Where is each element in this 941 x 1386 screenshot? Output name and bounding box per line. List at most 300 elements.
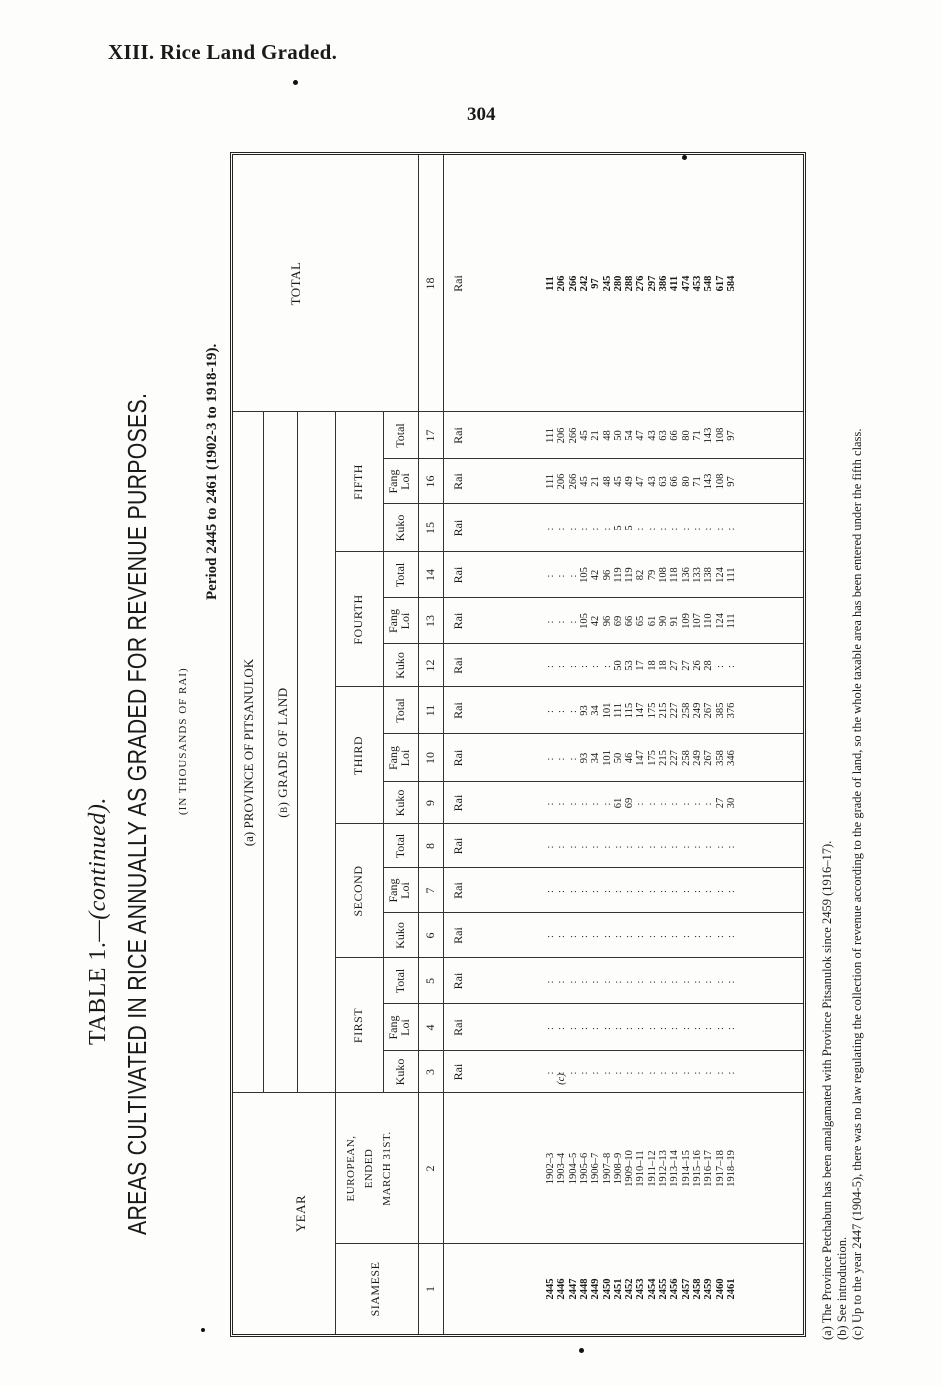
data-cell: :: [601, 525, 613, 531]
data-cell: :: [556, 618, 568, 624]
data-cell: 18: [646, 660, 658, 671]
rule: [383, 1050, 803, 1051]
data-cell: 548: [703, 275, 715, 292]
data-cell: 215: [658, 702, 669, 719]
data-cell: :: [635, 843, 647, 849]
data-cell: 46: [624, 752, 636, 764]
data-cell: 386: [658, 275, 669, 292]
data-cell: :: [691, 1025, 703, 1030]
data-cell: :: [691, 933, 703, 938]
data-cell: 105: [578, 613, 590, 629]
fang-loi-subheader: Fang Loi: [386, 878, 412, 903]
unit-label: Rai: [451, 837, 465, 855]
data-cell: :: [556, 888, 568, 893]
data-cell: :: [635, 800, 647, 806]
data-cell: :: [714, 888, 726, 893]
data-cell: :: [567, 843, 579, 849]
siamese-year: 2445: [545, 1278, 556, 1300]
data-cell: 276: [635, 275, 647, 292]
european-header: MARCH 31ST.: [381, 1131, 393, 1206]
european-year: 1903–4: [556, 1152, 568, 1185]
units-note: (IN THOUSANDS OF RAI): [177, 667, 189, 815]
unit-label: Rai: [451, 612, 465, 630]
data-cell: :: [545, 933, 556, 938]
data-cell: :: [556, 978, 568, 984]
data-cell: :: [556, 800, 568, 806]
data-cell: 206: [556, 427, 568, 444]
data-cell: 91: [669, 615, 681, 627]
data-cell: 50: [612, 660, 624, 671]
rule: [383, 781, 803, 782]
data-cell: :: [658, 933, 669, 938]
data-cell: :: [646, 888, 658, 893]
data-cell: :: [612, 1069, 624, 1075]
data-cell: :: [635, 525, 647, 531]
data-cell: :: [646, 525, 658, 531]
data-cell: :: [612, 978, 624, 984]
data-cell: 53: [624, 660, 636, 671]
data-cell: 17: [635, 660, 647, 671]
data-cell: :: [590, 663, 602, 668]
data-cell: :: [578, 843, 590, 849]
data-cell: 111: [612, 703, 624, 718]
data-cell: :: [612, 933, 624, 938]
fang-loi-subheader: Fang Loi: [386, 609, 412, 633]
footnote-c: (c) Up to the year 2447 (1904-5), there was no law regulating the collection of revenue according to the grade of land, so the whole taxable area has been entered under the fifth class.: [850, 428, 864, 1340]
data-cell: 111: [545, 474, 556, 489]
data-cell: :: [624, 1069, 636, 1075]
data-cell: 110: [703, 613, 715, 629]
data-cell: :: [601, 1025, 613, 1030]
data-cell: :: [567, 800, 579, 806]
unit-label: Rai: [451, 275, 465, 292]
data-cell: :: [545, 755, 556, 761]
data-cell: :: [635, 933, 647, 938]
data-cell: :: [567, 708, 579, 713]
kuko-subheader: Kuko: [393, 789, 407, 817]
data-cell: :: [714, 1069, 726, 1075]
european-year: 1905–6: [578, 1152, 590, 1185]
total-subheader: Total: [393, 833, 407, 859]
data-cell: 43: [646, 476, 658, 487]
data-cell: 18: [658, 660, 669, 671]
data-cell: :: [714, 933, 726, 938]
data-cell: :: [703, 978, 715, 984]
european-year: 1913–14: [669, 1150, 681, 1187]
siamese-year: 2460: [714, 1278, 726, 1300]
rule: [263, 412, 264, 1093]
data-cell: :: [601, 1069, 613, 1075]
data-cell: 206: [556, 275, 568, 292]
data-cell: :: [601, 843, 613, 849]
data-cell: 48: [601, 430, 613, 441]
footnote-a: (a) The Province Petchabun has been amalgamated with Province Pitsanulok since 2459 (1916–17).: [820, 840, 834, 1340]
total-subheader: Total: [393, 698, 407, 723]
rule: [335, 1243, 803, 1244]
data-cell: 242: [578, 275, 590, 292]
data-cell: 69: [612, 615, 624, 627]
data-cell: 27: [714, 797, 726, 809]
european-year: 1912–13: [658, 1150, 669, 1187]
data-cell: 109: [680, 613, 692, 629]
data-cell: 66: [669, 476, 681, 487]
data-cell: :: [669, 933, 681, 938]
data-cell: 50: [612, 752, 624, 764]
data-cell: :: [635, 978, 647, 984]
data-cell: :: [601, 888, 613, 893]
siamese-year: 2452: [624, 1278, 636, 1300]
data-cell: :: [545, 1025, 556, 1030]
kuko-subheader: Kuko: [393, 514, 407, 542]
data-cell: :: [714, 1025, 726, 1030]
data-cell: :: [725, 933, 737, 938]
data-cell: 61: [612, 797, 624, 809]
siamese-year: 2450: [601, 1278, 613, 1300]
data-cell: :: [612, 843, 624, 849]
data-cell: 21: [590, 430, 602, 441]
data-cell: 266: [567, 473, 579, 490]
data-cell: :: [567, 933, 579, 938]
data-cell: :: [556, 1025, 568, 1030]
footnotes: [820, 429, 865, 1340]
data-cell: 69: [624, 797, 636, 809]
unit-label: Rai: [451, 519, 465, 537]
european-header: EUROPEAN,: [345, 1135, 357, 1202]
data-cell: :: [601, 663, 613, 668]
data-cell: :: [578, 1069, 590, 1075]
siamese-year: 2457: [680, 1278, 692, 1300]
data-cell: :: [556, 755, 568, 761]
data-cell: :: [669, 843, 681, 849]
data-cell: 111: [725, 613, 737, 629]
data-cell: 288: [624, 275, 636, 292]
data-cell: :: [714, 843, 726, 849]
rule: [383, 912, 803, 913]
data-cell: :: [545, 663, 556, 668]
data-cell: :: [567, 755, 579, 761]
data-cell: :: [578, 978, 590, 984]
data-cell: 47: [635, 476, 647, 487]
data-cell: :: [624, 888, 636, 893]
data-cell: 617: [714, 275, 726, 292]
data-cell: 65: [635, 615, 647, 627]
column-number: 4: [423, 1024, 437, 1031]
data-cell: 48: [601, 476, 613, 487]
column-number: 14: [423, 569, 437, 581]
rule: [383, 458, 803, 459]
data-cell: 584: [725, 275, 737, 292]
column-number: 17: [423, 429, 437, 442]
data-cell: :: [545, 1069, 556, 1075]
data-cell: 79: [646, 569, 658, 581]
data-cell: 119: [612, 567, 624, 583]
note-c-marker: (c): [556, 1073, 567, 1085]
data-cell: :: [691, 525, 703, 531]
table-title: AREAS CULTIVATED IN RICE ANNUALLY AS GRADED FOR REVENUE PURPOSES.: [122, 392, 152, 1235]
data-cell: 49: [624, 476, 636, 487]
data-cell: :: [578, 1025, 590, 1030]
data-cell: 266: [567, 427, 579, 444]
data-cell: 42: [590, 615, 602, 627]
data-cell: 45: [612, 476, 624, 487]
data-cell: 111: [725, 567, 737, 583]
data-cell: 96: [601, 615, 613, 627]
siamese-year: 2456: [669, 1278, 681, 1300]
data-cell: :: [703, 525, 715, 531]
total-subheader: Total: [393, 423, 407, 448]
data-cell: 358: [714, 750, 726, 766]
data-cell: :: [669, 888, 681, 893]
siamese-header: SIAMESE: [368, 1261, 382, 1317]
grade-third-header: THIRD: [351, 735, 365, 776]
fang-loi-subheader: Fang Loi: [386, 469, 412, 494]
data-cell: :: [646, 843, 658, 849]
siamese-year: 2446: [556, 1278, 568, 1300]
data-cell: 63: [658, 430, 669, 441]
column-number: 8: [423, 843, 437, 849]
unit-label: Rai: [451, 702, 465, 719]
data-cell: :: [612, 888, 624, 893]
total-subheader: Total: [393, 562, 407, 588]
data-cell: :: [567, 978, 579, 984]
rule: [418, 155, 419, 1334]
kuko-subheader: Kuko: [393, 922, 407, 949]
data-cell: :: [680, 888, 692, 893]
kuko-subheader: Kuko: [393, 652, 407, 679]
siamese-year: 2454: [646, 1278, 658, 1300]
siamese-year: 2459: [703, 1278, 715, 1300]
european-year: 1917–18: [714, 1150, 726, 1187]
data-cell: :: [556, 843, 568, 849]
data-cell: :: [680, 1069, 692, 1075]
rule: [383, 597, 803, 598]
data-cell: 245: [601, 275, 613, 292]
data-cell: 124: [714, 567, 726, 583]
data-cell: :: [691, 843, 703, 849]
data-cell: 249: [691, 702, 703, 719]
data-cell: :: [646, 933, 658, 938]
european-year: 1915–16: [691, 1150, 703, 1187]
rotated-table-page: [80, 145, 900, 1345]
rule: [383, 1003, 803, 1004]
unit-label: Rai: [451, 794, 465, 812]
data-cell: :: [635, 1025, 647, 1030]
data-cell: :: [545, 843, 556, 849]
siamese-year: 2461: [725, 1278, 737, 1300]
data-cell: 258: [680, 750, 692, 766]
rule: [335, 412, 336, 1334]
data-cell: :: [590, 1025, 602, 1030]
european-year: 1914–15: [680, 1150, 692, 1187]
data-cell: 43: [646, 430, 658, 441]
column-number: 15: [423, 522, 437, 534]
grade-fourth-header: FOURTH: [351, 594, 365, 645]
data-cell: 147: [635, 702, 647, 719]
unit-label: Rai: [451, 1019, 465, 1036]
data-cell: :: [725, 663, 737, 668]
rule: [383, 412, 384, 1093]
data-cell: 147: [635, 750, 647, 766]
data-cell: :: [590, 978, 602, 984]
data-cell: 206: [556, 473, 568, 490]
data-cell: :: [658, 1069, 669, 1075]
european-year: 1909–10: [624, 1150, 636, 1187]
data-cell: 115: [624, 702, 636, 719]
data-cell: :: [725, 1069, 737, 1075]
data-cell: :: [703, 933, 715, 938]
data-cell: :: [703, 800, 715, 806]
data-cell: 143: [703, 427, 715, 444]
grade-header: (b) GRADE OF LAND: [275, 687, 290, 818]
data-cell: :: [578, 888, 590, 893]
column-number: 6: [423, 932, 437, 939]
data-cell: 80: [680, 430, 692, 441]
rule: [233, 411, 803, 412]
data-cell: 5: [612, 525, 624, 531]
data-cell: :: [556, 572, 568, 578]
data-cell: 90: [658, 615, 669, 627]
data-cell: :: [556, 933, 568, 938]
data-cell: :: [680, 933, 692, 938]
data-cell: :: [725, 1025, 737, 1030]
column-number: 1: [423, 1286, 437, 1292]
data-cell: :: [703, 1069, 715, 1075]
data-cell: :: [725, 525, 737, 531]
european-header: ENDED: [363, 1148, 375, 1189]
unit-label: Rai: [451, 749, 465, 767]
data-cell: :: [545, 525, 556, 531]
data-cell: 97: [590, 278, 602, 289]
data-cell: 133: [691, 567, 703, 583]
table-label: [85, 797, 112, 1045]
data-cell: 175: [646, 702, 658, 719]
column-number: 5: [423, 978, 437, 984]
european-year: 1902–3: [545, 1152, 556, 1185]
data-cell: 27: [680, 660, 692, 671]
unit-label: Rai: [451, 427, 465, 444]
data-cell: 101: [601, 702, 613, 719]
data-cell: :: [725, 978, 737, 984]
data-cell: 26: [691, 660, 703, 671]
grade-first-header: FIRST: [351, 1007, 365, 1044]
data-cell: :: [567, 888, 579, 893]
data-cell: :: [658, 525, 669, 531]
fang-loi-subheader: Fang Loi: [386, 1015, 412, 1040]
data-cell: :: [612, 1025, 624, 1030]
data-cell: :: [658, 800, 669, 806]
data-cell: 45: [578, 430, 590, 441]
data-cell: 111: [545, 276, 556, 291]
rule: [297, 412, 298, 1093]
data-cell: 108: [714, 427, 726, 444]
data-cell: :: [590, 800, 602, 806]
siamese-year: 2448: [578, 1278, 590, 1300]
data-cell: :: [567, 618, 579, 624]
european-year: 1904–5: [567, 1152, 579, 1185]
data-cell: :: [578, 800, 590, 806]
siamese-year: 2451: [612, 1278, 624, 1300]
data-cell: :: [624, 978, 636, 984]
siamese-year: 2458: [691, 1278, 703, 1300]
province-header: (a) PROVINCE OF PITSANULOK: [241, 658, 256, 847]
unit-label: Rai: [451, 1063, 465, 1081]
data-cell: :: [590, 888, 602, 893]
data-cell: 66: [669, 430, 681, 441]
page-number: 304: [467, 104, 496, 125]
rule: [383, 643, 803, 644]
rule: [383, 503, 803, 504]
data-cell: :: [646, 978, 658, 984]
column-number: 12: [423, 659, 437, 672]
data-cell: 124: [714, 613, 726, 629]
data-cell: :: [556, 1069, 568, 1075]
data-cell: :: [578, 525, 590, 531]
data-cell: 66: [624, 615, 636, 627]
data-cell: 267: [703, 750, 715, 766]
data-cell: :: [567, 663, 579, 668]
data-cell: :: [556, 525, 568, 531]
column-number: 7: [423, 887, 437, 894]
period-label: Period 2445 to 2461 (1902-3 to 1918-19).: [204, 343, 220, 600]
data-cell: :: [545, 800, 556, 806]
column-number: 2: [423, 1165, 437, 1172]
data-cell: 93: [578, 752, 590, 764]
data-cell: 71: [691, 430, 703, 441]
data-cell: :: [567, 572, 579, 578]
data-cell: :: [703, 888, 715, 893]
data-cell: 71: [691, 476, 703, 487]
data-cell: :: [646, 1025, 658, 1030]
data-cell: :: [567, 525, 579, 531]
rule: [383, 733, 803, 734]
data-cell: 108: [714, 473, 726, 490]
data-cell: :: [714, 663, 726, 668]
data-cell: 50: [612, 430, 624, 441]
data-cell: 97: [725, 476, 737, 487]
data-cell: :: [646, 1069, 658, 1075]
data-cell: :: [725, 843, 737, 849]
data-cell: :: [658, 888, 669, 893]
ink-speck: [682, 155, 687, 160]
data-cell: 101: [601, 750, 613, 766]
column-number: 10: [423, 752, 437, 764]
siamese-year: 2449: [590, 1278, 602, 1300]
data-cell: :: [545, 888, 556, 893]
data-cell: 28: [703, 660, 715, 671]
data-cell: 93: [578, 705, 590, 716]
data-cell: :: [624, 1025, 636, 1030]
data-cell: 453: [691, 275, 703, 292]
data-cell: 266: [567, 275, 579, 292]
data-cell: :: [691, 800, 703, 806]
data-cell: 267: [703, 702, 715, 719]
european-year: 1911–12: [646, 1150, 658, 1187]
data-cell: :: [680, 800, 692, 806]
data-cell: 45: [578, 476, 590, 487]
data-cell: 21: [590, 476, 602, 487]
data-cell: :: [635, 1069, 647, 1075]
data-cell: 411: [669, 275, 681, 292]
data-cell: :: [567, 1025, 579, 1030]
data-cell: :: [601, 800, 613, 806]
data-cell: :: [669, 800, 681, 806]
unit-label: Rai: [451, 566, 465, 584]
data-cell: 474: [680, 275, 692, 292]
data-cell: 34: [590, 752, 602, 764]
data-cell: 280: [612, 275, 624, 292]
data-cell: 118: [669, 567, 681, 583]
data-cell: 63: [658, 476, 669, 487]
